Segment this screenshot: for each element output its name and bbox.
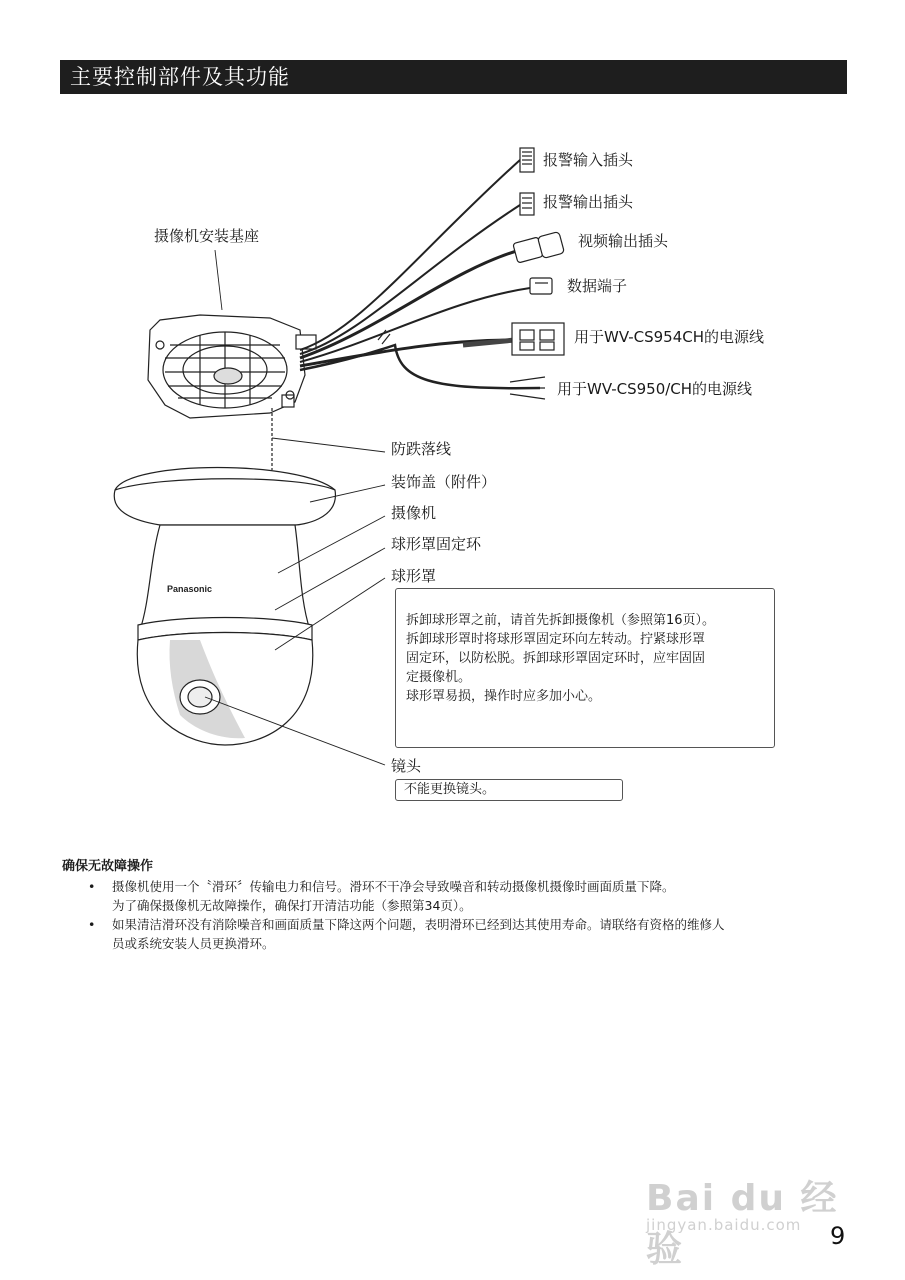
bullet-line: 如果清洁滑环没有消除噪音和画面质量下降这两个问题，表明滑环已经到达其使用寿命。请联络有资格的维修人 (112, 917, 725, 932)
label-mount-base: 摄像机安装基座 (154, 227, 260, 245)
list-item (88, 915, 858, 953)
bullet-list (88, 877, 858, 953)
dome-note-line: 拆卸球形罩时将球形罩固定环向左转动。拧紧球形罩 (406, 632, 706, 647)
label-video-out: 视频输出插头 (578, 232, 669, 250)
connector-bnc (513, 232, 565, 263)
connector-rj (530, 278, 552, 294)
dome-note-box (395, 588, 775, 748)
section-heading: 确保无故障操作 (62, 859, 154, 874)
bullet-line: 摄像机使用一个〝滑环〞传输电力和信号。滑环不干净会导致噪音和转动摄像机摄像时画面质量下降。 (112, 879, 675, 894)
label-dome-ring: 球形罩固定环 (391, 535, 482, 553)
label-lens: 镜头 (391, 757, 422, 775)
connector-alarm-in (520, 148, 534, 172)
camera-body-shape (140, 525, 310, 630)
dome-note-line: 球形罩易损，操作时应多加小心。 (406, 689, 602, 704)
label-dome: 球形罩 (391, 567, 437, 585)
label-power-954: 用于WV-CS954CH的电源线 (574, 328, 765, 346)
page-number: 9 (830, 1222, 846, 1250)
bullet-line: 员或系统安装人员更换滑环。 (112, 936, 275, 951)
page-title: 主要控制部件及其功能 (60, 60, 847, 94)
dome-note-line: 拆卸球形罩之前，请首先拆卸摄像机（参照第16页）。 (406, 613, 716, 628)
baidu-watermark (640, 1140, 860, 1270)
deco-cover-shape (114, 468, 335, 526)
connector-alarm-out (520, 193, 534, 215)
label-power-950: 用于WV-CS950/CH的电源线 (557, 380, 753, 398)
connector-power-950 (510, 377, 545, 399)
bullet-mark: • (88, 917, 96, 932)
label-alarm-in: 报警输入插头 (543, 151, 634, 169)
connector-power-954 (463, 323, 564, 355)
label-data-port: 数据端子 (567, 277, 628, 295)
label-alarm-out: 报警输出插头 (543, 193, 634, 211)
watermark-url: jingyan.baidu.com (646, 1216, 802, 1234)
label-deco-cover: 装饰盖（附件） (391, 473, 497, 491)
bullet-mark: • (88, 879, 96, 894)
dome-note-line: 定摄像机。 (406, 670, 472, 685)
dome-note-line: 固定环，以防松脱。拆卸球形罩固定环时，应牢固固 (406, 651, 706, 666)
watermark-brand: Bai du 经验 (646, 1178, 839, 1270)
svg-text:Panasonic: Panasonic (167, 584, 213, 594)
label-safety-wire: 防跌落线 (391, 440, 452, 458)
cable-bundle (300, 160, 540, 388)
lens-note-box: 不能更换镜头。 (395, 779, 623, 801)
bullet-line: 为了确保摄像机无故障操作，确保打开清洁功能（参照第34页）。 (112, 898, 472, 913)
label-camera: 摄像机 (391, 504, 437, 522)
list-item (88, 877, 858, 915)
mount-base-shape (148, 315, 316, 418)
